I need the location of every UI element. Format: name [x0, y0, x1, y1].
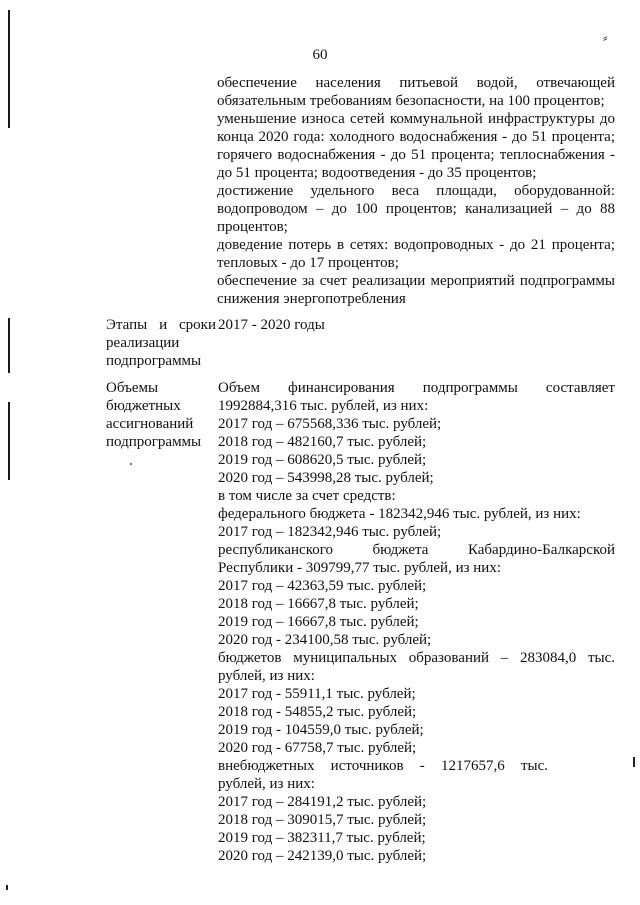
- extra-budget-intro: внебюджетных источников - 1217657,6 тыс. рублей, из них:: [218, 758, 548, 792]
- republic-budget-line: 2019 год – 16667,8 тыс. рублей;: [218, 614, 419, 630]
- left-edge-mark: [6, 885, 8, 890]
- funding-line: 2017 год – 182342,946 тыс. рублей;: [218, 524, 442, 540]
- republic-budget-line: 2017 год – 42363,59 тыс. рублей;: [218, 578, 427, 594]
- stages-value: 2017 - 2020 годы: [218, 317, 325, 333]
- funding-line: 2019 год – 608620,5 тыс. рублей;: [218, 452, 427, 468]
- funding-line: 2017 год – 675568,336 тыс. рублей;: [218, 416, 442, 432]
- stages-label: Этапы и сроки реализации подпрограммы: [106, 317, 216, 369]
- municipal-budget-line: 2019 год - 104559,0 тыс. рублей;: [218, 722, 424, 738]
- goal-paragraph: доведение потерь в сетях: водопроводных - до 21 процента; тепловых - до 17 процентов;: [217, 237, 615, 271]
- goal-paragraph: достижение удельного веса площади, оборудованной: водопроводом – до 100 процентов; канализацией – до 88 процентов;: [217, 183, 615, 235]
- extra-budget-line: 2019 год – 382311,7 тыс. рублей;: [218, 830, 426, 846]
- left-margin-line-top: [8, 10, 10, 128]
- goal-paragraph: уменьшение износа сетей коммунальной инфраструктуры до конца 2020 года: холодного водоснабжения - до 51 процента; горячего водоснабжения - до 51 процента; теплоснабжения - до 51 процента; водоотведения - до 35 процентов;: [217, 111, 615, 181]
- municipal-budget-line: 2018 год - 54855,2 тыс. рублей;: [218, 704, 417, 720]
- stages-row: [106, 316, 615, 370]
- republic-budget-line: 2020 год - 234100,58 тыс. рублей;: [218, 632, 432, 648]
- municipal-budget-line: 2017 год - 55911,1 тыс. рублей;: [218, 686, 416, 702]
- funding-label: Объемы бюджетных ассигнований подпрограммы: [106, 380, 202, 450]
- goal-paragraph: обеспечение за счет реализации мероприятий подпрограммы снижения энергопотребления: [217, 273, 615, 307]
- republic-budget-intro: республиканского бюджета Кабардино-Балкарской Республики - 309799,77 тыс. рублей, из них:: [218, 542, 615, 576]
- goals-block: [217, 74, 615, 308]
- funding-line: федерального бюджета - 182342,946 тыс. рублей, из них:: [218, 506, 581, 522]
- funding-line: 2020 год – 543998,28 тыс. рублей;: [218, 470, 434, 486]
- republic-budget-line: 2018 год – 16667,8 тыс. рублей;: [218, 596, 419, 612]
- funding-line: 2018 год – 482160,7 тыс. рублей;: [218, 434, 427, 450]
- funding-line: в том числе за счет средств:: [218, 488, 396, 504]
- funding-content: [218, 379, 615, 865]
- funding-intro: Объем финансирования подпрограммы составляет 1992884,316 тыс. рублей, из них:: [218, 380, 615, 414]
- left-margin-line-middle: [8, 318, 10, 373]
- goal-paragraph: обеспечение населения питьевой водой, отвечающей обязательным требованиям безопасности, на 100 процентов;: [217, 75, 615, 109]
- page-number: 60: [312, 47, 328, 63]
- extra-budget-line: 2017 год – 284191,2 тыс. рублей;: [218, 794, 427, 810]
- left-margin-line-lower: [8, 402, 10, 480]
- funding-row: [106, 379, 615, 865]
- municipal-budget-intro: бюджетов муниципальных образований – 283084,0 тыс. рублей, из них:: [218, 650, 615, 684]
- corner-mark: ⸗: [603, 31, 608, 46]
- extra-budget-line: 2018 год – 309015,7 тыс. рублей;: [218, 812, 427, 828]
- right-edge-mark: [633, 757, 635, 767]
- municipal-budget-line: 2020 год - 67758,7 тыс. рублей;: [218, 740, 417, 756]
- extra-budget-line: 2020 год – 242139,0 тыс. рублей;: [218, 848, 427, 864]
